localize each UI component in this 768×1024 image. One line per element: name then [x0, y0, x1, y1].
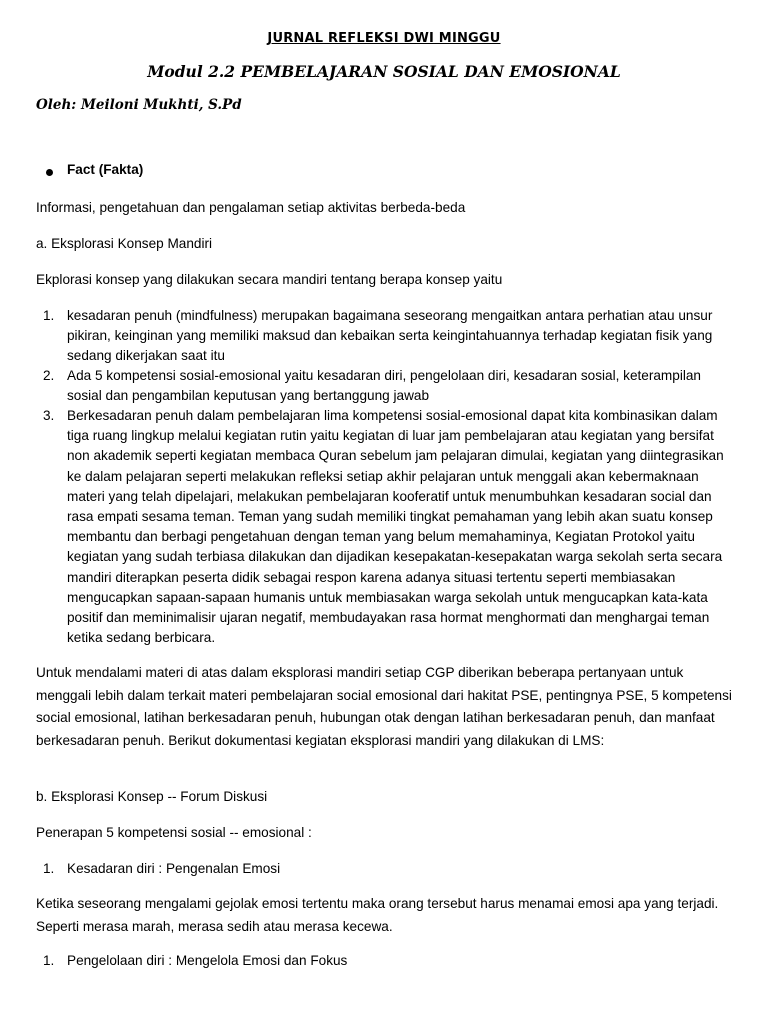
list-number: 1. — [43, 308, 55, 323]
list-item — [36, 306, 736, 367]
list-number: 1. — [43, 953, 55, 968]
list-item-text: Pengelolaan diri : Mengelola Emosi dan Fokus — [67, 953, 348, 968]
section-b-heading: b. Eksplorasi Konsep -- Forum Diskusi — [36, 789, 268, 804]
list-number: 2. — [43, 368, 55, 383]
list-item-text: Berkesadaran penuh dalam pembelajaran lima kompetensi sosial-emosional dapat kita kombinasikan dalam tiga ruang lingkup melalui kegiatan rutin yaitu kegiatan di luar jam pembelajaran atau kegiatan yang bersifat non akademik seperti kegiatan membaca Quran sebelum jam pelajaran dimulai, kegiatan yang diintegrasikan ke dalam pelajaran seperti melakukan refleksi setiap akhir pelajaran untuk menggali akan kebermaknaan materi yang telah dipelajari, melakukan pembelajaran kooferatif untuk menumbuhkan kesadaran social dan rasa empati sesama teman. Teman yang sudah memiliki tingkat pemahaman yang lebih akan suatu konsep membantu dan berbagi pengetahuan dengan teman yang belum memahaminya, Kegiatan Protokol yaitu kegiatan yang sudah terbiasa dilakukan dan dijadikan kesepakatan-kesepakatan warga sekolah serta secara mandiri diterapkan peserta didik sebagai respon karena adanya situasi tertentu seperti membiasakan mengucapkan sapaan-sapaan humanis untuk membiasakan warga sekolah untuk mengucapkan kata-kata positif dan meminimalisir ujaran negatif, membudayakan rasa hormat menghormati dan menghargai teman ketika sedang berbicara. — [67, 408, 724, 646]
module-title: Modul 2.2 PEMBELAJARAN SOSIAL DAN EMOSIONAL — [147, 62, 621, 81]
item-description: Ketika seseorang mengalami gejolak emosi tertentu maka orang tersebut harus menamai emosi apa yang terjadi. Seperti merasa marah, merasa sedih atau merasa kecewa. — [36, 896, 719, 934]
list-number: 1. — [43, 861, 55, 876]
author-line: Oleh: Meiloni Mukhti, S.Pd — [36, 97, 242, 113]
fact-heading: Fact (Fakta) — [67, 162, 144, 177]
section-a-lead: Ekplorasi konsep yang dilakukan secara mandiri tentang berapa konsep yaitu — [36, 272, 503, 287]
bullet-icon — [46, 169, 53, 176]
list-item-text: kesadaran penuh (mindfulness) merupakan bagaimana seseorang mengaitkan antara perhatian atau unsur pikiran, keinginan yang memiliki maksud dan kebaikan serta keingintahuannya terhadap kegiatan fisik yang sedang dikerjakan saat itu — [67, 308, 713, 364]
list-item — [36, 859, 736, 879]
list-item — [36, 366, 736, 406]
list-item — [36, 951, 736, 971]
list-item-text: Kesadaran diri : Pengenalan Emosi — [67, 861, 281, 876]
list-item-text: Ada 5 kompetensi sosial-emosional yaitu kesadaran diri, pengelolaan diri, kesadaran sosial, keterampilan sosial dan pengambilan keputusan yang bertanggung jawab — [67, 368, 701, 404]
intro-paragraph: Informasi, pengetahuan dan pengalaman setiap aktivitas berbeda-beda — [36, 200, 466, 215]
section-b-lead: Penerapan 5 kompetensi sosial -- emosional : — [36, 825, 312, 840]
section-a-heading: a. Eksplorasi Konsep Mandiri — [36, 236, 213, 251]
cgp-paragraph: Untuk mendalami materi di atas dalam eksplorasi mandiri setiap CGP diberikan beberapa pertanyaan untuk menggali lebih dalam terkait materi pembelajaran social emosional dari hakitat PSE, pentingnya PSE, 5 kompetensi social emosional, latihan berkesadaran penuh, hubungan otak dengan latihan berkesadaran penuh, dan manfaat berkesadaran penuh. Berikut dokumentasi kegiatan eksplorasi mandiri yang dilakukan di LMS: — [36, 665, 732, 748]
list-number: 3. — [43, 408, 55, 423]
list-item — [36, 406, 736, 648]
journal-title: JURNAL REFLEKSI DWI MINGGU — [267, 31, 501, 46]
